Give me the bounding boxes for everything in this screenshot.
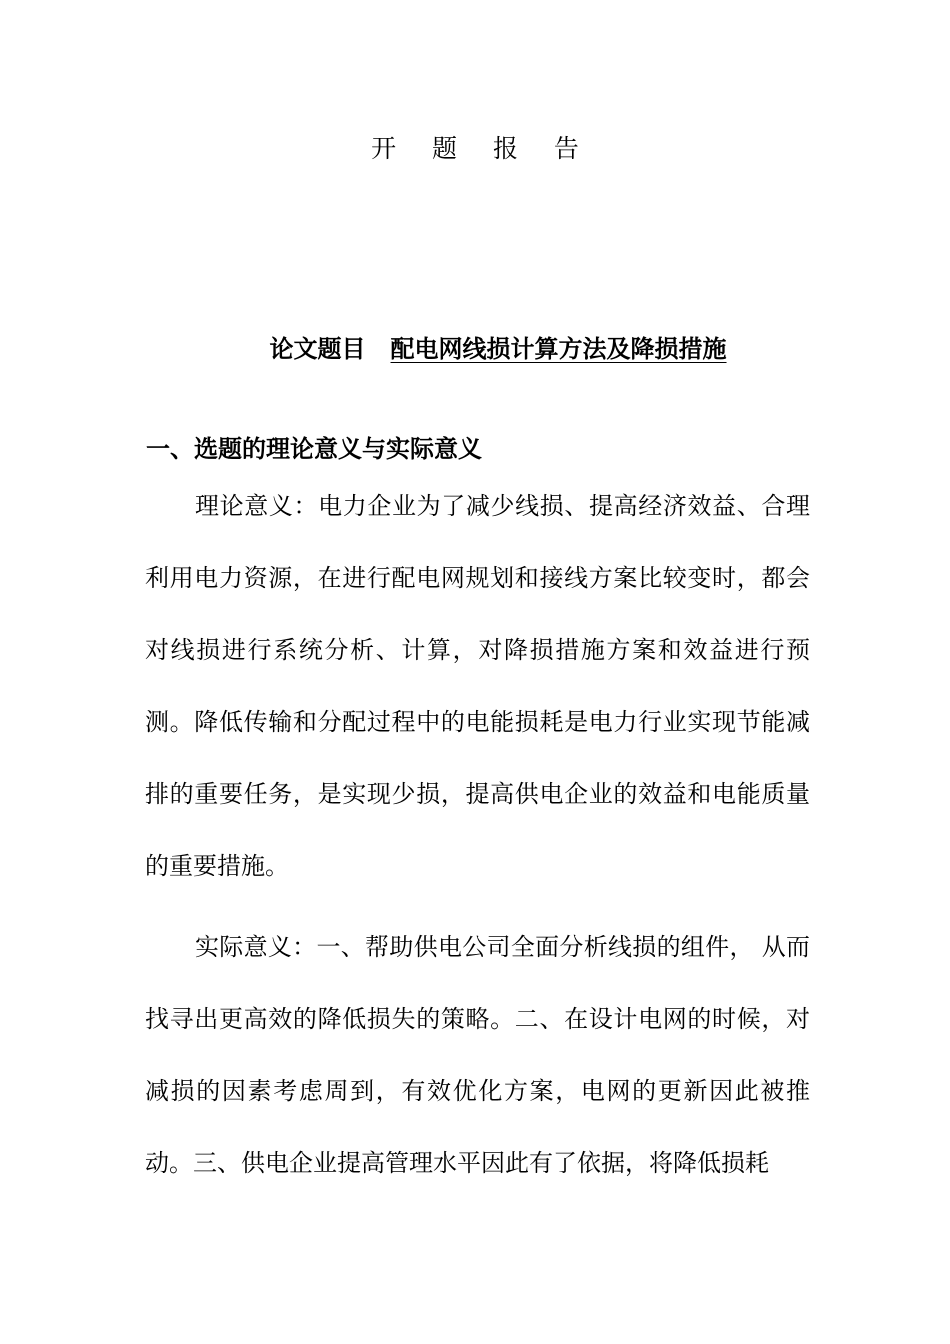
section-heading: 一、选题的理论意义与实际意义 bbox=[146, 435, 482, 463]
thesis-label: 论文题目 bbox=[269, 335, 366, 363]
report-title: 开 题 报 告 bbox=[371, 134, 593, 163]
thesis-title-line bbox=[0, 332, 950, 366]
paragraph-theoretical-significance: 理论意义：电力企业为了减少线损、提高经济效益、合理利用电力资源，在进行配电网规划和接线方案比较变时，都会对线损进行系统分析、计算，对降损措施方案和效益进行预测。降低传输和分配过程中的电能损耗是电力行业实现节能减排的重要任务，是实现少损，提高供电企业的效益和电能质量的重要措施。 bbox=[145, 492, 810, 880]
thesis-title: 配电网线损计算方法及降损措施 bbox=[390, 335, 727, 363]
paragraph-practical-significance: 实际意义：一、帮助供电公司全面分析线损的组件， 从而找寻出更高效的降低损失的策略。二、在设计电网的时候，对减损的因素考虑周到，有效优化方案，电网的更新因此被推动。三、供电企业提高管理水平因此有了依据，将降低损耗 bbox=[145, 933, 810, 1177]
